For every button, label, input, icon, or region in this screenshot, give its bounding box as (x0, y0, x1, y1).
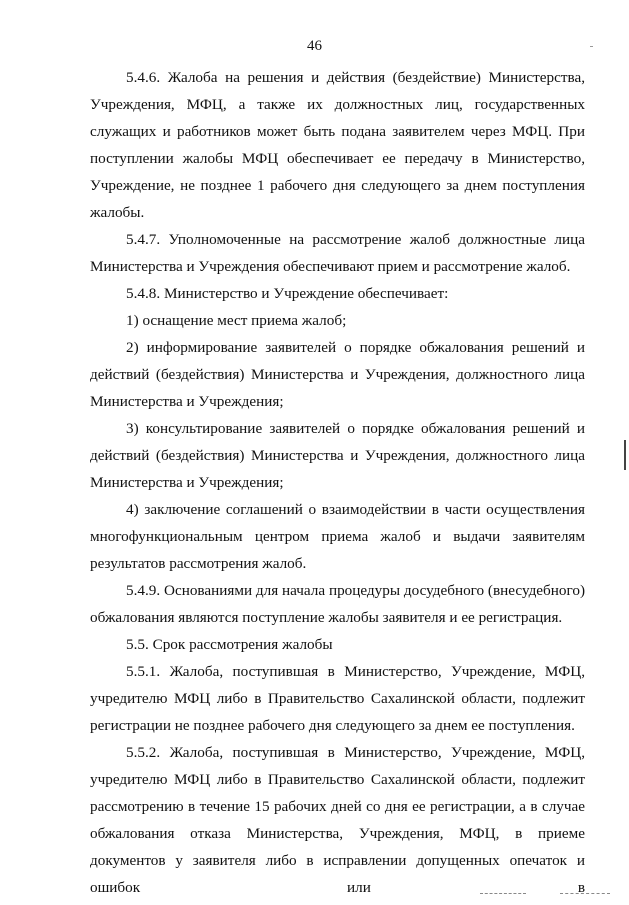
paragraph-5-4-8: 5.4.8. Министерство и Учреждение обеспечивает: (126, 285, 449, 302)
paragraph-5-4-6: 5.4.6. Жалоба на решения и действия (бездействие) Министерства, Учреждения, МФЦ, а также их должностных лиц, государственных служащих и работников может быть подана заявителем через МФЦ. При поступлении жалобы МФЦ обеспечивает ее передачу в Министерство, Учреждение, не позднее 1 рабочего дня следующего за днем поступления жалобы. (90, 69, 585, 221)
list-item-1: 1) оснащение мест приема жалоб; (126, 312, 347, 329)
list-item-3: 3) консультирование заявителей о порядке обжалования решений и действий (бездействия) Министерства и Учреждения, должностного лица Министерства и Учреждения; (90, 420, 585, 491)
page-number: 46 (307, 38, 322, 54)
section-heading-5-5: 5.5. Срок рассмотрения жалобы (126, 636, 333, 653)
document-body (90, 64, 585, 901)
paragraph-5-5-2: 5.5.2. Жалоба, поступившая в Министерство, Учреждение, МФЦ, учредителю МФЦ либо в Правительство Сахалинской области, подлежит рассмотрению в течение 15 рабочих дней со дня ее регистрации, а в случае обжалования отказа Министерства, Учреждения, МФЦ, в приеме документов у заявителя либо в исправлении допущенных опечаток и ошибок или в (90, 744, 585, 896)
scan-artifact-line (624, 440, 626, 470)
list-item-2: 2) информирование заявителей о порядке обжалования решений и действий (бездействия) Министерства и Учреждения, должностного лица Министерства и Учреждения; (90, 339, 585, 410)
paragraph-5-4-7: 5.4.7. Уполномоченные на рассмотрение жалоб должностные лица Министерства и Учреждения обеспечивают прием и рассмотрение жалоб. (90, 231, 585, 275)
paragraph-5-4-9: 5.4.9. Основаниями для начала процедуры досудебного (внесудебного) обжалования являются поступление жалобы заявителя и ее регистрация. (90, 582, 585, 626)
list-item-4: 4) заключение соглашений о взаимодействии в части осуществления многофункциональным центром приема жалоб и выдачи заявителям результатов рассмотрения жалоб. (90, 501, 585, 572)
scan-artifact-dot (590, 46, 593, 47)
paragraph-5-5-1: 5.5.1. Жалоба, поступившая в Министерство, Учреждение, МФЦ, учредителю МФЦ либо в Правительство Сахалинской области, подлежит регистрации не позднее рабочего дня следующего за днем ее поступления. (90, 663, 585, 734)
